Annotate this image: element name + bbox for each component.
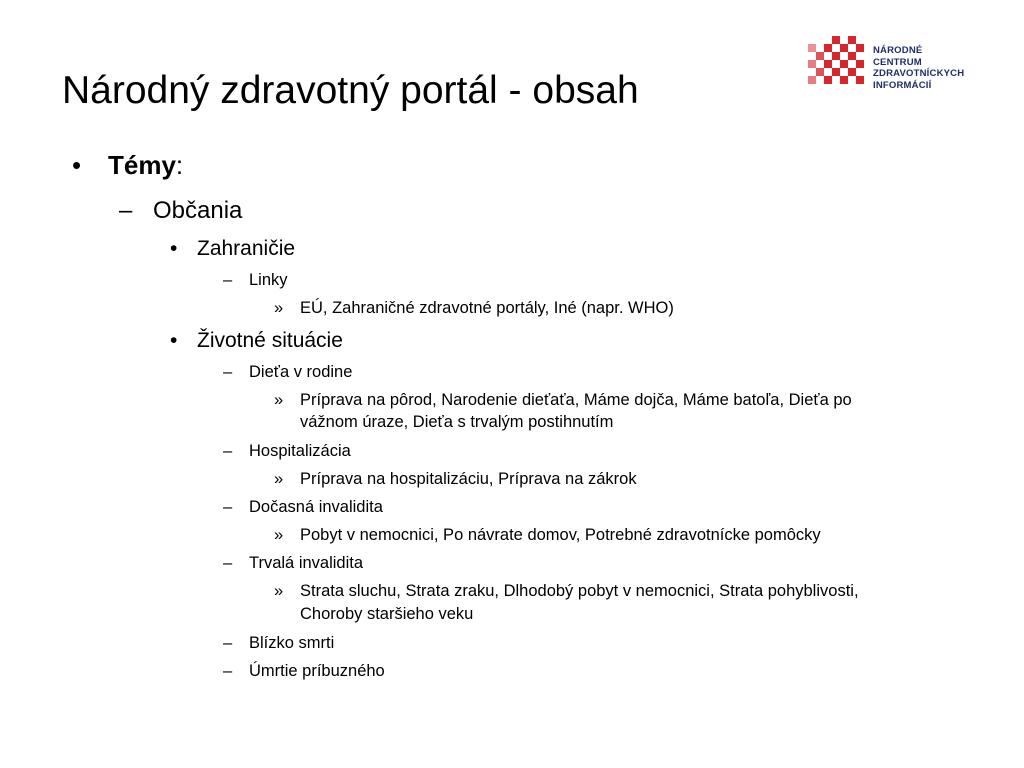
dash-icon: – [223,363,233,381]
outline-text: Úmrtie príbuzného [249,662,385,680]
bullet-icon: • [170,237,178,260]
outline-text: Občania [153,197,243,224]
bullet-icon: • [170,329,178,352]
outline-text: Blízko smrti [249,634,335,652]
raquo-icon: » [274,470,284,488]
outline-text: Príprava na hospitalizáciu, Príprava na zákrok [300,470,637,488]
logo-line: INFORMÁCIÍ [873,79,932,91]
outline-text: Hospitalizácia [249,442,351,460]
dash-icon: – [223,554,233,572]
slide-title: Národný zdravotný portál - obsah [62,69,639,112]
temy-label: Témy [108,150,176,180]
logo-line: NÁRODNÉ [873,45,923,56]
dash-icon: – [223,634,233,652]
dash-icon: – [223,498,233,516]
dash-icon: – [223,662,233,680]
outline-text-continuation: vážnom úraze, Dieťa s trvalým postihnutím [300,413,614,431]
outline-text: Strata sluchu, Strata zraku, Dlhodobý pobyt v nemocnici, Strata pohyblivosti, [300,582,859,600]
dash-icon: – [223,442,233,460]
raquo-icon: » [274,299,284,317]
dash-icon: – [119,197,133,224]
bullet-icon: • [72,150,82,180]
outline-text: Dieťa v rodine [249,363,353,381]
outline-text: Linky [249,271,288,289]
outline-text [108,150,183,180]
outline-text: Zahraničie [197,237,296,260]
raquo-icon: » [274,526,284,544]
logo-line: ZDRAVOTNÍCKYCH [873,68,965,79]
outline-text: EÚ, Zahraničné zdravotné portály, Iné (napr. WHO) [300,299,674,317]
outline-text: Príprava na pôrod, Narodenie dieťaťa, Máme dojča, Máme batoľa, Dieťa po [300,391,852,409]
logo-line: CENTRUM [873,56,922,68]
outline-text: Životné situácie [197,329,343,352]
raquo-icon: » [274,391,284,409]
outline-text: Trvalá invalidita [249,554,364,572]
outline-text-continuation: Choroby staršieho veku [300,605,474,623]
outline-text: Dočasná invalidita [249,498,383,516]
temy-colon: : [175,150,184,180]
dash-icon: – [223,271,233,289]
raquo-icon: » [274,582,284,600]
outline-text: Pobyt v nemocnici, Po návrate domov, Potrebné zdravotnícke pomôcky [300,526,821,544]
